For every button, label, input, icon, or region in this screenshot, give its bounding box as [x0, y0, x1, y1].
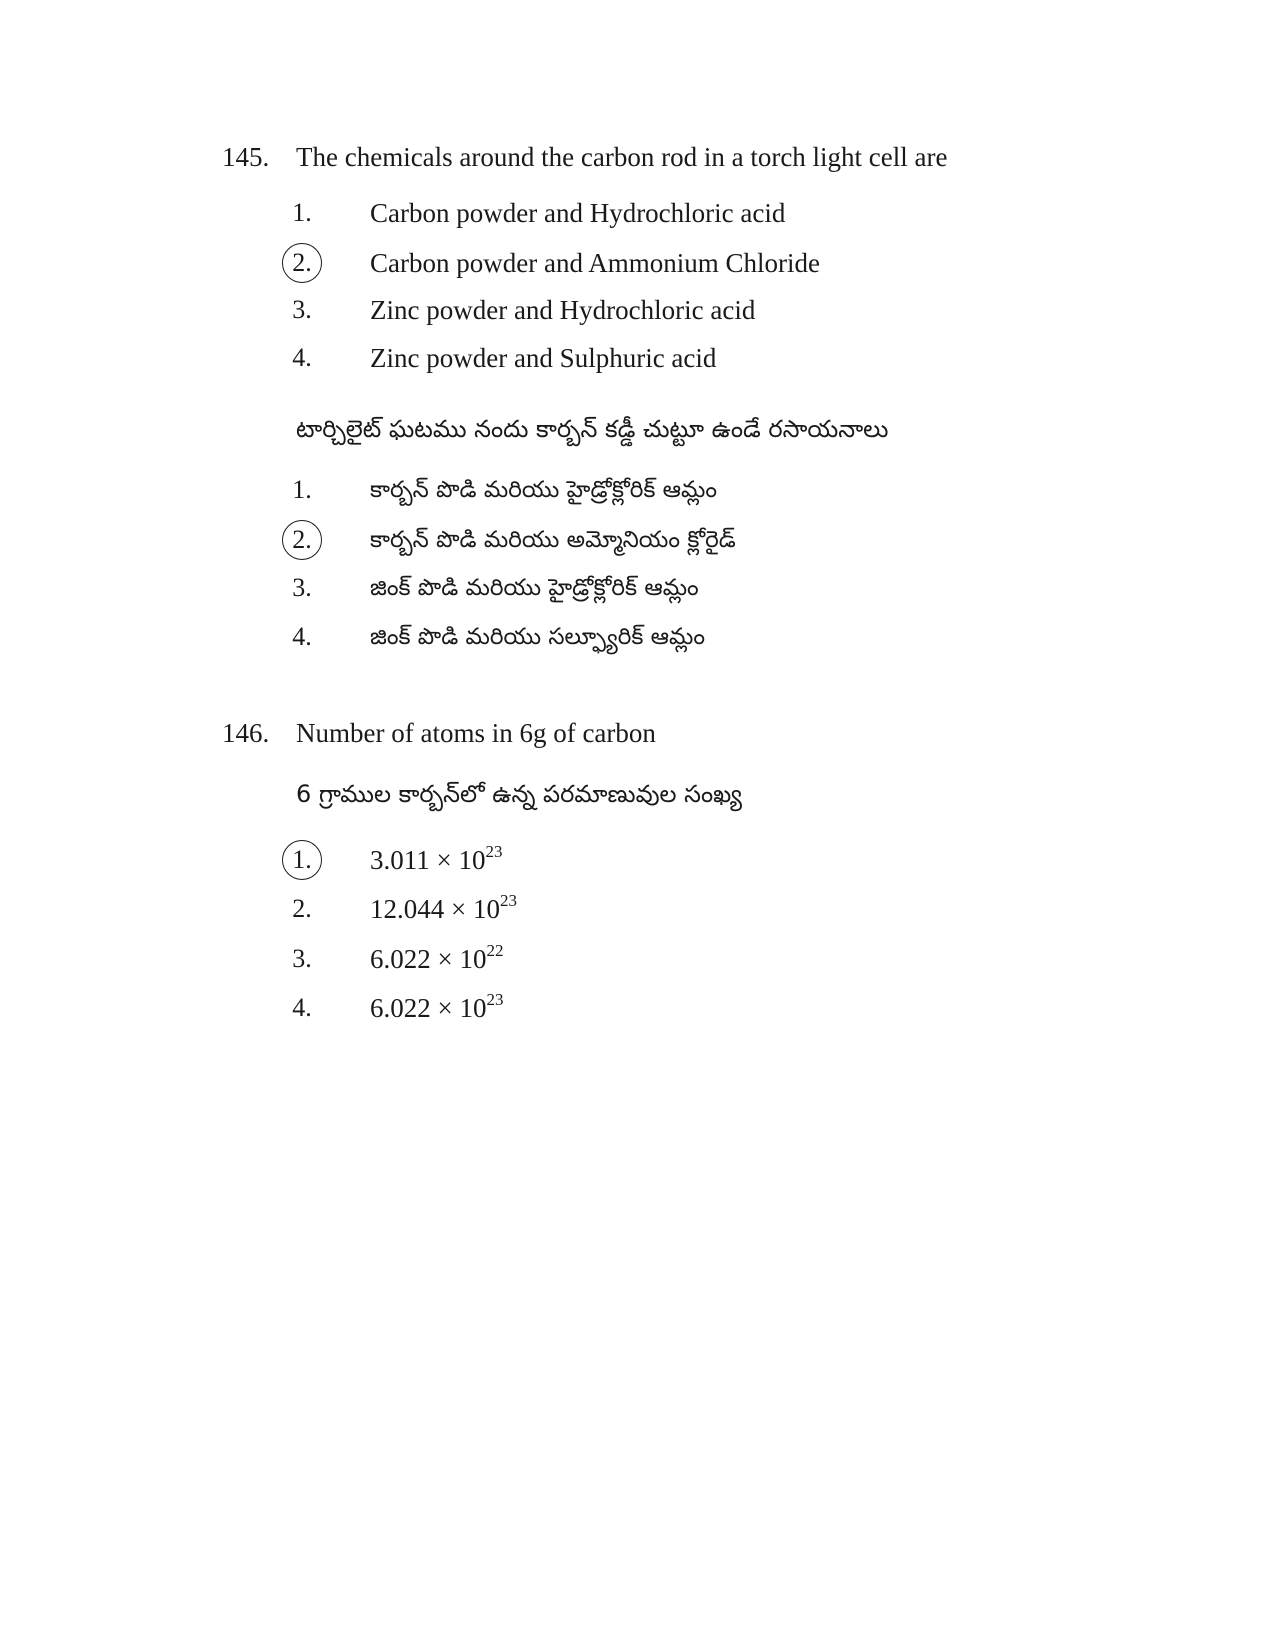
option-value: [370, 988, 503, 1028]
option-number: 4.: [292, 343, 312, 372]
question-number: 146.: [222, 718, 270, 748]
option-number: 3.: [292, 295, 312, 324]
answer-circle-mark: 2.: [282, 243, 322, 283]
option-4[interactable]: [282, 988, 982, 1028]
question-text-telugu: 6 గ్రాముల కార్బన్‌లో ఉన్న పరమాణువుల సంఖ్య: [296, 780, 743, 808]
exponent: 23: [499, 891, 517, 910]
option-3[interactable]: [282, 939, 982, 979]
mantissa: 6.022 × 10: [370, 944, 487, 974]
exponent: 23: [486, 990, 504, 1009]
option-2[interactable]: [282, 889, 982, 929]
option-number: 2.: [292, 894, 312, 923]
option-number: 4.: [292, 993, 312, 1022]
option-number: 1.: [292, 475, 312, 504]
question-text-telugu: టార్చిలైట్ ఘటము నందు కార్బన్ కడ్డీ చుట్టూ ఉండే రసాయనాలు: [296, 415, 889, 443]
option-value: [370, 889, 517, 929]
option-text: కార్బన్ పొడి మరియు అమ్మోనియం క్లోరైడ్: [370, 527, 736, 553]
question-text-english: The chemicals around the carbon rod in a torch light cell are: [296, 142, 948, 172]
option-3-telugu[interactable]: [282, 568, 982, 608]
option-number: 1.: [292, 198, 312, 227]
answer-circle-mark: 1.: [282, 840, 322, 880]
option-text: Zinc powder and Sulphuric acid: [370, 343, 717, 373]
option-1-marked-answer[interactable]: [282, 840, 982, 880]
option-4[interactable]: [282, 338, 982, 378]
option-value: [370, 840, 502, 880]
option-text: Carbon powder and Hydrochloric acid: [370, 198, 786, 228]
exponent: 23: [485, 842, 503, 861]
exponent: 22: [486, 941, 504, 960]
option-text: Zinc powder and Hydrochloric acid: [370, 295, 756, 325]
question-text-english: Number of atoms in 6g of carbon: [296, 718, 656, 748]
answer-circle-mark: 2.: [282, 520, 322, 560]
mantissa: 6.022 × 10: [370, 993, 487, 1023]
option-number: 4.: [292, 622, 312, 651]
option-text: Carbon powder and Ammonium Chloride: [370, 248, 820, 278]
option-text: జింక్ పొడి మరియు హైడ్రోక్లోరిక్ ఆమ్లం: [370, 575, 699, 601]
option-2-marked-answer[interactable]: [282, 243, 982, 283]
option-1[interactable]: [282, 193, 982, 233]
mantissa: 3.011 × 10: [370, 845, 486, 875]
option-number: 3.: [292, 573, 312, 602]
question-number: 145.: [222, 142, 270, 172]
option-text: జింక్ పొడి మరియు సల్ఫ్యూరిక్ ఆమ్లం: [370, 624, 706, 650]
option-1-telugu[interactable]: [282, 470, 982, 510]
option-3[interactable]: [282, 290, 982, 330]
option-4-telugu[interactable]: [282, 617, 982, 657]
option-text: కార్బన్ పొడి మరియు హైడ్రోక్లోరిక్ ఆమ్లం: [370, 477, 718, 503]
option-value: [370, 939, 503, 979]
mantissa: 12.044 × 10: [370, 894, 500, 924]
option-2-telugu-marked-answer[interactable]: [282, 520, 982, 560]
option-number: 3.: [292, 944, 312, 973]
